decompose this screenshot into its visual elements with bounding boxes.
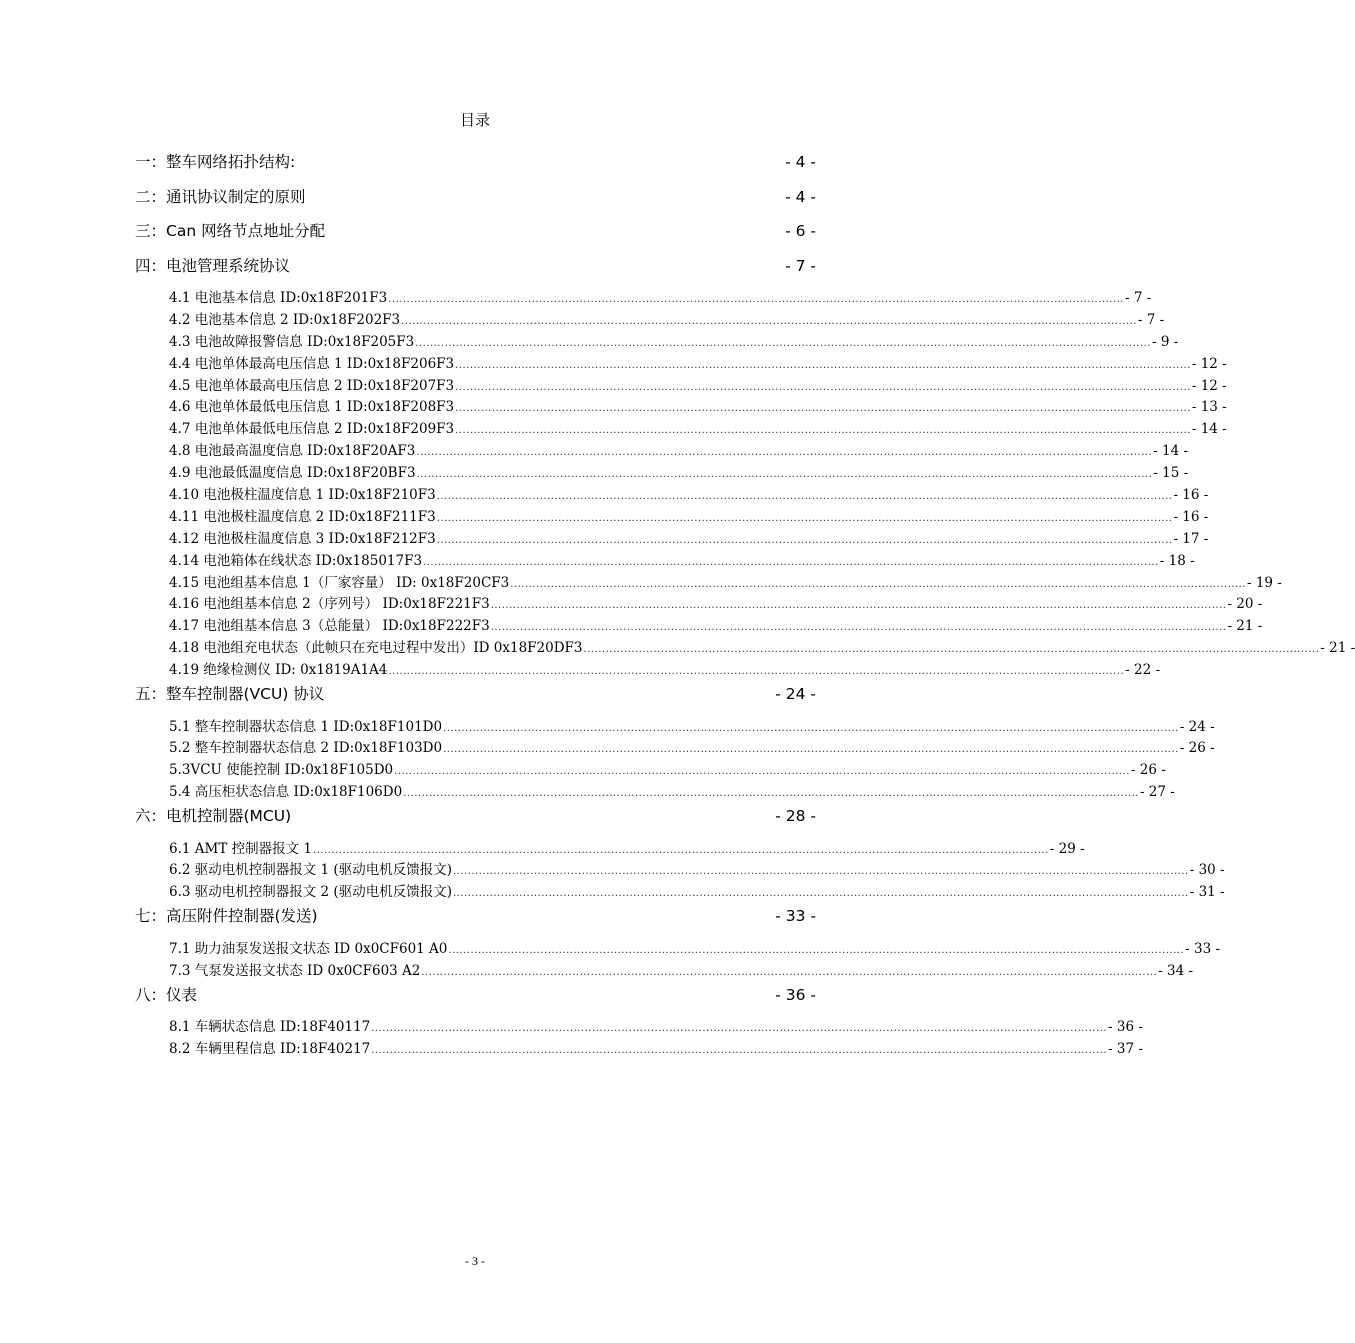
toc-subsection-entry[interactable] <box>135 332 1179 354</box>
toc-subsection-label: 4.2 电池基本信息 2 ID:0x18F202F3 <box>169 311 401 328</box>
toc-subsection-label: 4.4 电池单体最高电压信息 1 ID:0x18F206F3 <box>169 355 455 372</box>
toc-section-entry[interactable] <box>135 983 816 1018</box>
toc-section-page: - 24 - <box>775 685 816 704</box>
toc-subsection-label: 4.1 电池基本信息 ID:0x18F201F3 <box>169 290 388 306</box>
toc-subsection-entry[interactable] <box>135 638 1355 660</box>
toc-section-entry[interactable] <box>135 219 816 254</box>
toc-subsection-entry[interactable] <box>135 717 1215 739</box>
toc-dot-leader: ........................................................................................................................................................................................................ <box>455 381 1191 393</box>
toc-subsection-label: 4.10 电池极柱温度信息 1 ID:0x18F210F3 <box>169 487 436 504</box>
toc-subsection-label: 6.1 AMT 控制器报文 1 <box>169 840 313 857</box>
toc-subsection-label: 4.15 电池组基本信息 1（厂家容量） ID: 0x18F20CF3 <box>169 574 510 591</box>
toc-section-page: - 4 - <box>785 153 816 171</box>
toc-subsection-page: - 24 - <box>1179 718 1215 735</box>
toc-subsection-entry[interactable] <box>135 760 1166 782</box>
toc-subsection-entry[interactable] <box>135 463 1189 485</box>
toc-subsection-entry[interactable] <box>135 1017 1143 1039</box>
toc-dot-leader: ........................................................................................................................................................................................................ <box>416 447 1153 459</box>
toc-section-page: - 28 - <box>775 807 816 826</box>
toc-subsection-page: - 17 - <box>1173 530 1209 547</box>
toc-dot-leader: ........................................................................................................................................................................................................ <box>443 722 1179 734</box>
toc-subsection-label: 4.14 电池箱体在线状态 ID:0x185017F3 <box>169 552 423 569</box>
toc-section-label: 七：高压附件控制器(发送) <box>135 907 318 926</box>
toc-dot-leader: ........................................................................................................................................................................................................ <box>403 788 1139 800</box>
toc-subsection-page: - 14 - <box>1153 443 1189 460</box>
toc-dot-leader: ........................................................................................................................................................................................................ <box>436 491 1173 503</box>
toc-subsection-label: 8.2 车辆里程信息 ID:18F40217 <box>169 1040 371 1057</box>
toc-subsection-label: 4.3 电池故障报警信息 ID:0x18F205F3 <box>169 333 415 350</box>
toc-subsection-entry[interactable] <box>135 839 1085 861</box>
toc-subsection-entry[interactable] <box>135 860 1225 882</box>
toc-subsection-entry[interactable] <box>135 616 1263 638</box>
toc-subsection-page: - 9 - <box>1151 333 1179 350</box>
toc-subsection-entry[interactable] <box>135 485 1209 507</box>
toc-section-page: - 36 - <box>775 985 816 1004</box>
toc-subsection-entry[interactable] <box>135 882 1225 904</box>
toc-subsection-entry[interactable] <box>135 1039 1143 1061</box>
toc-subsection-page: - 26 - <box>1130 762 1166 779</box>
toc-subsection-page: - 18 - <box>1159 552 1195 569</box>
toc-subsection-label: 7.3 气泵发送报文状态 ID 0x0CF603 A2 <box>169 962 421 979</box>
toc-subsection-page: - 26 - <box>1179 740 1215 757</box>
toc-subsection-entry[interactable] <box>135 376 1227 398</box>
toc-subsection-label: 6.2 驱动电机控制器报文 1 (驱动电机反馈报文) <box>169 862 452 879</box>
toc-section-label: 六：电机控制器(MCU) <box>135 807 292 826</box>
toc-subsection-page: - 15 - <box>1153 465 1189 482</box>
toc-subsection-page: - 14 - <box>1191 421 1227 438</box>
toc-dot-leader: ........................................................................................................................................................................................................ <box>452 888 1189 900</box>
toc-subsection-label: 5.2 整车控制器状态信息 2 ID:0x18F103D0 <box>169 740 443 757</box>
toc-dot-leader: ........................................................................................................................................................................................................ <box>436 512 1173 524</box>
toc-subsection-entry[interactable] <box>135 782 1175 804</box>
toc-dot-leader: ........................................................................................................................................................................................................ <box>394 766 1130 778</box>
toc-subsection-entry[interactable] <box>135 939 1221 961</box>
toc-subsection-label: 5.1 整车控制器状态信息 1 ID:0x18F101D0 <box>169 718 443 735</box>
toc-subsection-page: - 31 - <box>1189 884 1225 901</box>
toc-subsection-entry[interactable] <box>135 441 1189 463</box>
toc-title: 目录 <box>459 111 490 129</box>
toc-subsection-label: 5.4 高压柜状态信息 ID:0x18F106D0 <box>169 784 403 801</box>
toc-subsection-label: 4.6 电池单体最低电压信息 1 ID:0x18F208F3 <box>169 399 455 416</box>
toc-subsection-page: - 19 - <box>1246 574 1282 591</box>
table-of-contents <box>135 150 1355 1061</box>
toc-section-entry[interactable] <box>135 254 816 289</box>
toc-subsection-entry[interactable] <box>135 354 1227 376</box>
toc-dot-leader: ........................................................................................................................................................................................................ <box>452 866 1189 878</box>
toc-dot-leader: ........................................................................................................................................................................................................ <box>371 1044 1107 1056</box>
toc-dot-leader: ........................................................................................................................................................................................................ <box>455 403 1191 415</box>
toc-subsection-page: - 16 - <box>1173 487 1209 504</box>
toc-dot-leader: ........................................................................................................................................................................................................ <box>455 359 1191 371</box>
toc-section-page: - 6 - <box>785 222 816 240</box>
toc-dot-leader: ........................................................................................................................................................................................................ <box>415 337 1151 349</box>
toc-dot-leader: ........................................................................................................................................................................................................ <box>490 622 1227 634</box>
toc-dot-leader: ........................................................................................................................................................................................................ <box>371 1023 1107 1035</box>
toc-subsection-label: 5.3VCU 使能控制 ID:0x18F105D0 <box>169 762 394 779</box>
toc-subsection-page: - 37 - <box>1108 1040 1143 1057</box>
toc-subsection-page: - 33 - <box>1185 940 1221 957</box>
toc-subsection-entry[interactable] <box>135 551 1195 573</box>
toc-subsection-entry[interactable] <box>135 738 1215 760</box>
toc-section-page: - 4 - <box>785 187 816 206</box>
toc-section-label: 二：通讯协议制定的原则 <box>135 187 306 206</box>
toc-dot-leader: ........................................................................................................................................................................................................ <box>423 556 1159 568</box>
toc-subsection-page: - 36 - <box>1108 1019 1143 1036</box>
toc-subsection-page: - 21 - <box>1227 618 1263 635</box>
toc-subsection-label: 4.16 电池组基本信息 2（序列号） ID:0x18F221F3 <box>169 596 490 613</box>
toc-subsection-label: 4.9 电池最低温度信息 ID:0x18F20BF3 <box>169 465 416 482</box>
toc-subsection-label: 8.1 车辆状态信息 ID:18F40117 <box>169 1019 371 1036</box>
toc-subsection-label: 6.3 驱动电机控制器报文 2 (驱动电机反馈报文) <box>169 884 452 901</box>
toc-dot-leader: ........................................................................................................................................................................................................ <box>416 469 1153 481</box>
toc-section-entry[interactable] <box>135 904 816 939</box>
toc-subsection-entry[interactable] <box>135 288 1152 310</box>
toc-subsection-label: 4.5 电池单体最高电压信息 2 ID:0x18F207F3 <box>169 377 455 394</box>
toc-subsection-label: 7.1 助力油泵发送报文状态 ID 0x0CF601 A0 <box>169 940 448 957</box>
toc-section-label: 四：电池管理系统协议 <box>135 256 291 275</box>
toc-subsection-label: 4.19 绝缘检测仪 ID: 0x1819A1A4 <box>169 662 388 679</box>
toc-subsection-page: - 29 - <box>1049 840 1085 857</box>
toc-subsection-page: - 20 - <box>1227 596 1263 613</box>
toc-section-entry[interactable] <box>135 185 816 220</box>
toc-section-label: 八：仪表 <box>135 985 198 1004</box>
toc-section-entry[interactable] <box>135 150 816 185</box>
toc-subsection-page: - 30 - <box>1189 862 1225 879</box>
toc-subsection-page: - 16 - <box>1173 508 1209 525</box>
page-number: - 3 - <box>465 1254 485 1268</box>
toc-section-page: - 7 - <box>785 256 816 275</box>
toc-subsection-label: 4.12 电池极柱温度信息 3 ID:0x18F212F3 <box>169 530 436 547</box>
toc-dot-leader: ........................................................................................................................................................................................................ <box>583 644 1320 656</box>
toc-section-entry[interactable] <box>135 682 816 717</box>
toc-subsection-page: - 7 - <box>1137 311 1165 328</box>
toc-dot-leader: ........................................................................................................................................................................................................ <box>455 425 1191 437</box>
toc-subsection-entry[interactable] <box>135 529 1209 551</box>
toc-subsection-entry[interactable] <box>135 594 1263 616</box>
toc-dot-leader: ........................................................................................................................................................................................................ <box>388 294 1124 305</box>
toc-subsection-entry[interactable] <box>135 397 1227 419</box>
toc-subsection-entry[interactable] <box>135 961 1194 983</box>
toc-subsection-page: - 7 - <box>1124 290 1152 306</box>
toc-section-label: 一：整车网络拓扑结构: <box>135 153 296 171</box>
toc-subsection-entry[interactable] <box>135 419 1227 441</box>
toc-subsection-label: 4.7 电池单体最低电压信息 2 ID:0x18F209F3 <box>169 421 455 438</box>
toc-dot-leader: ........................................................................................................................................................................................................ <box>490 600 1227 612</box>
toc-section-label: 三：Can 网络节点地址分配 <box>135 222 326 240</box>
toc-dot-leader: ........................................................................................................................................................................................................ <box>313 844 1049 856</box>
toc-section-page: - 33 - <box>775 907 816 926</box>
toc-subsection-entry[interactable] <box>135 310 1165 332</box>
toc-dot-leader: ........................................................................................................................................................................................................ <box>443 744 1179 756</box>
toc-subsection-entry[interactable] <box>135 573 1282 595</box>
toc-subsection-label: 4.11 电池极柱温度信息 2 ID:0x18F211F3 <box>169 508 436 525</box>
toc-dot-leader: ........................................................................................................................................................................................................ <box>436 534 1173 546</box>
toc-dot-leader: ........................................................................................................................................................................................................ <box>421 966 1158 978</box>
toc-subsection-page: - 13 - <box>1191 399 1227 416</box>
toc-subsection-label: 4.8 电池最高温度信息 ID:0x18F20AF3 <box>169 443 416 460</box>
toc-dot-leader: ........................................................................................................................................................................................................ <box>401 315 1137 327</box>
toc-subsection-entry[interactable] <box>135 660 1161 682</box>
toc-subsection-page: - 12 - <box>1191 377 1227 394</box>
toc-subsection-page: - 12 - <box>1191 355 1227 372</box>
toc-dot-leader: ........................................................................................................................................................................................................ <box>510 578 1246 590</box>
toc-subsection-page: - 21 - <box>1320 640 1355 657</box>
toc-dot-leader: ........................................................................................................................................................................................................ <box>448 944 1185 956</box>
toc-subsection-page: - 34 - <box>1158 962 1194 979</box>
toc-subsection-page: - 27 - <box>1139 784 1175 801</box>
toc-section-label: 五：整车控制器(VCU) 协议 <box>135 685 325 704</box>
toc-subsection-label: 4.18 电池组充电状态（此帧只在充电过程中发出）ID 0x18F20DF3 <box>169 640 583 657</box>
toc-subsection-page: - 22 - <box>1125 662 1161 679</box>
toc-section-entry[interactable] <box>135 804 816 839</box>
toc-subsection-label: 4.17 电池组基本信息 3（总能量） ID:0x18F222F3 <box>169 618 490 635</box>
toc-subsection-entry[interactable] <box>135 507 1209 529</box>
toc-dot-leader: ........................................................................................................................................................................................................ <box>388 666 1125 678</box>
